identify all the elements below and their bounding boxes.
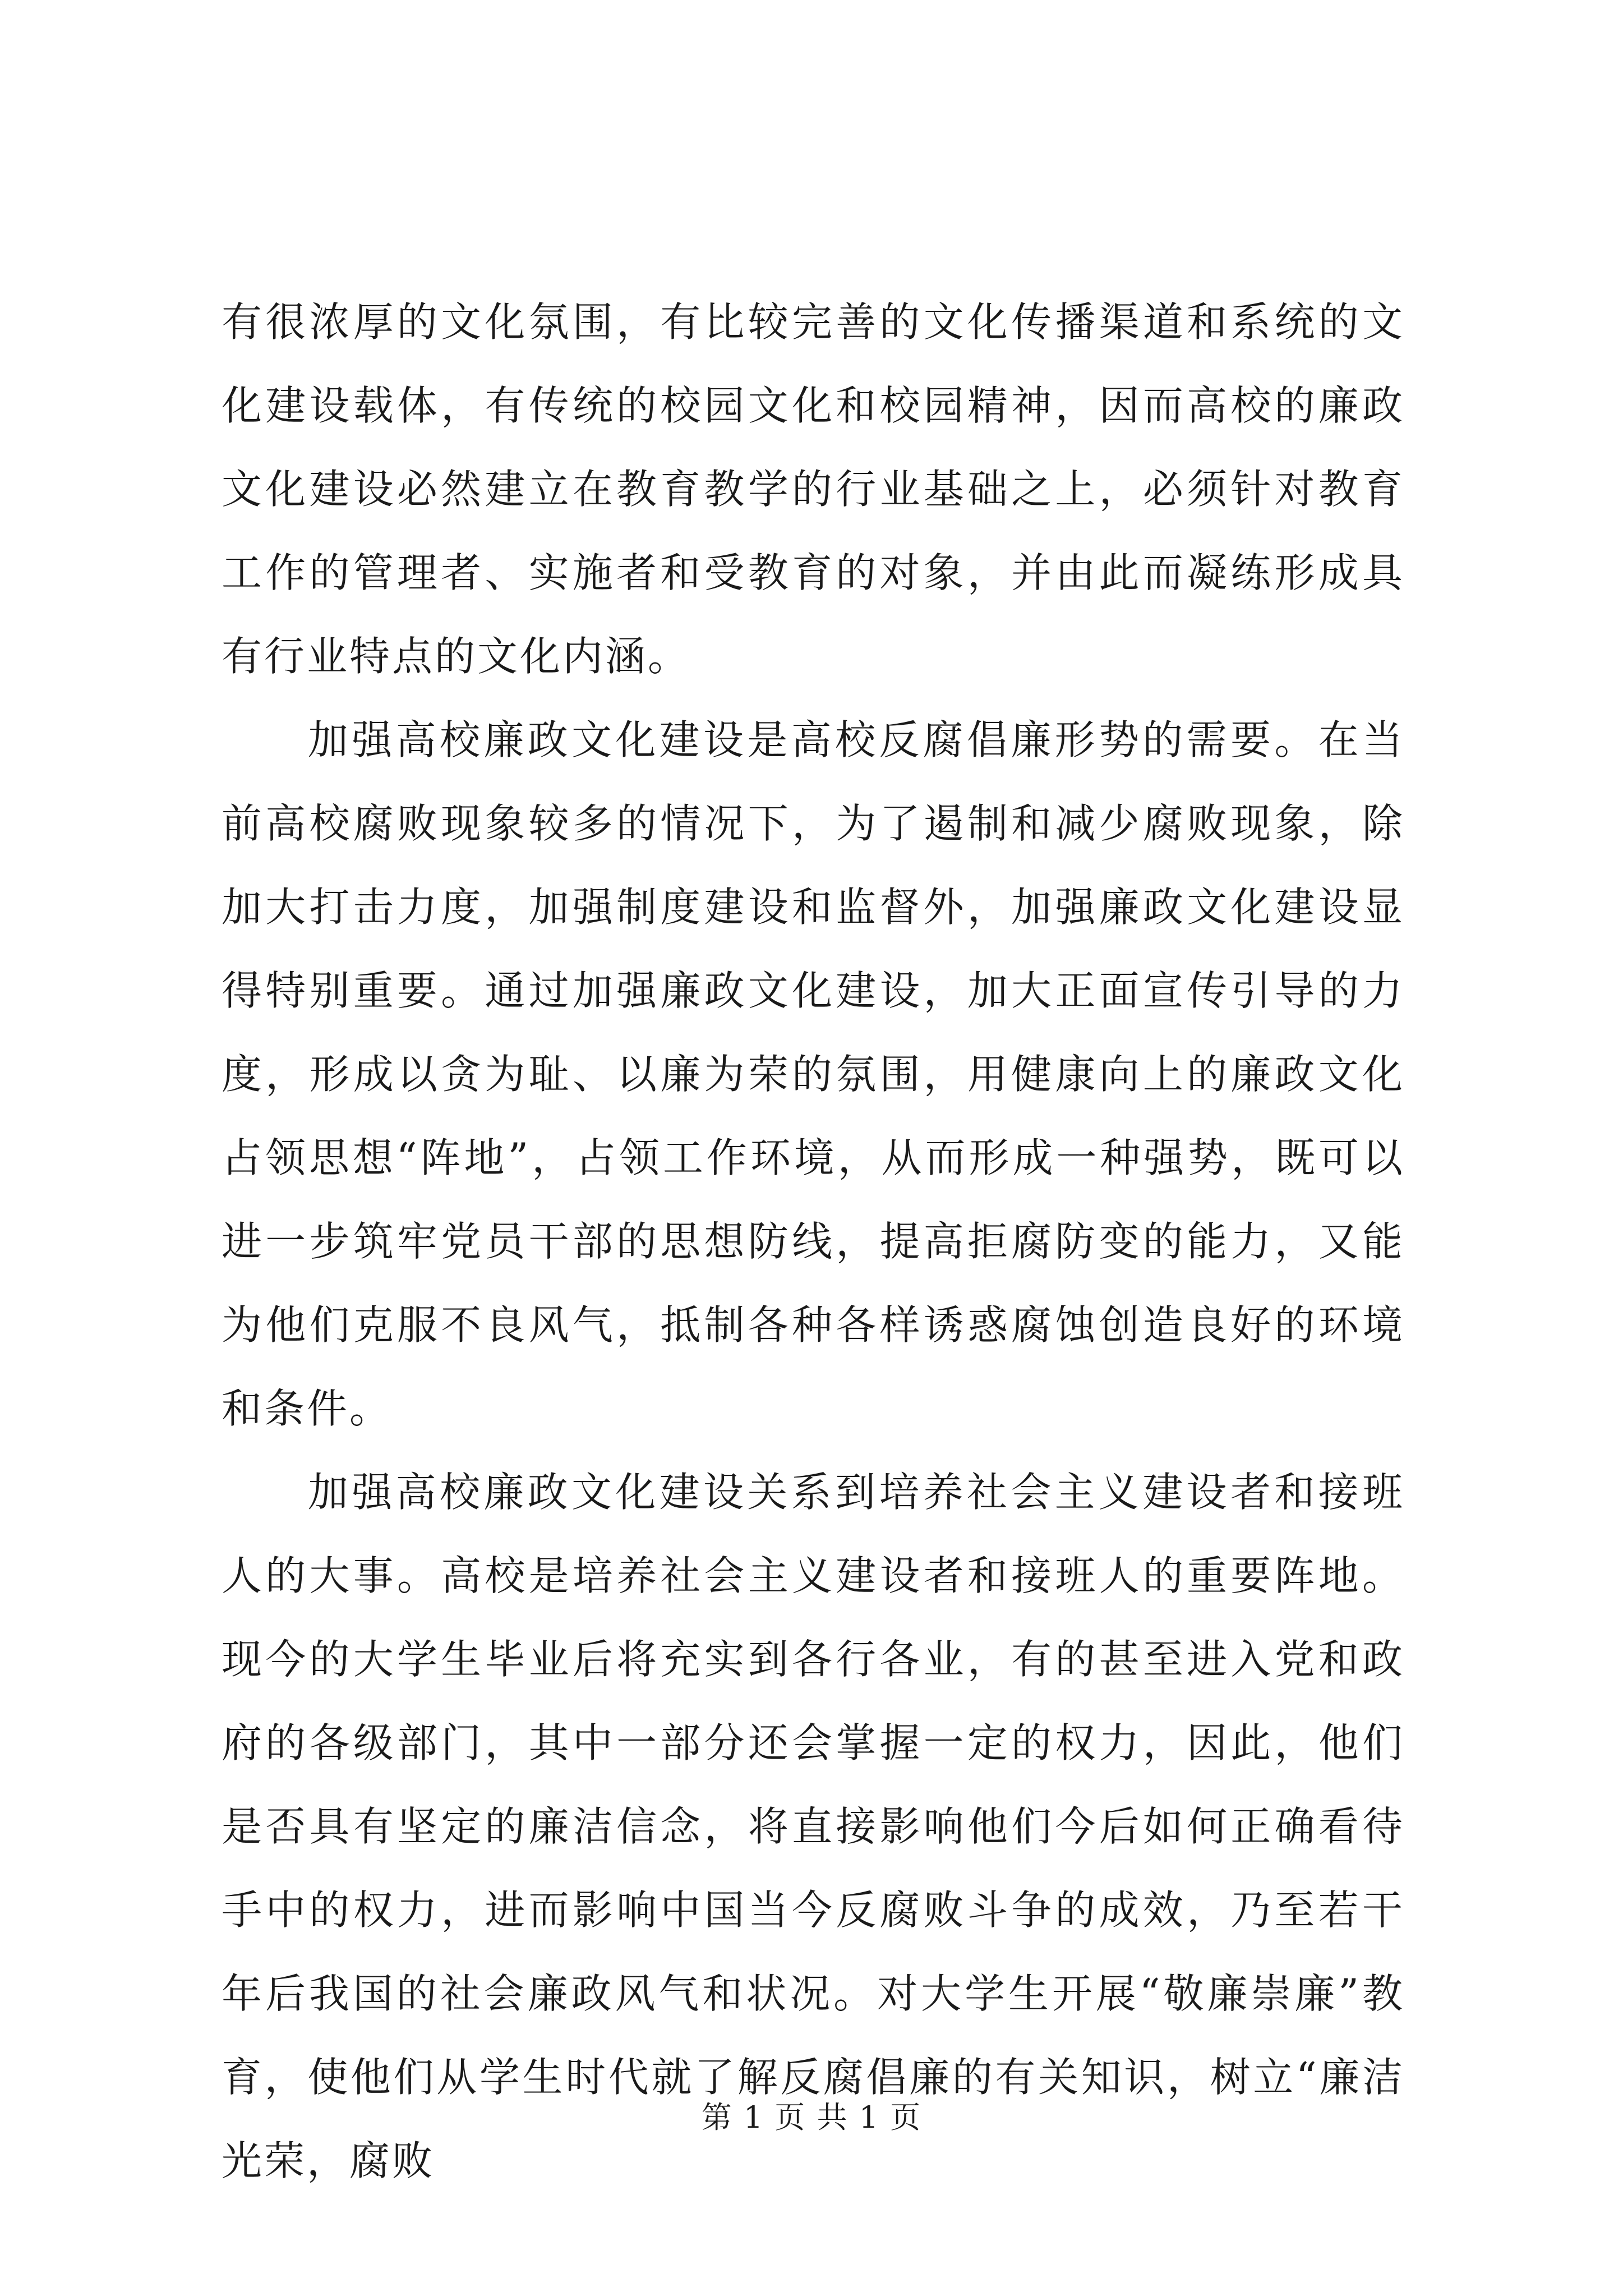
document-body bbox=[222, 280, 1405, 2203]
page-footer: 第 1 页 共 1 页 bbox=[701, 2100, 922, 2135]
paragraph-3: 加强高校廉政文化建设关系到培养社会主义建设者和接班人的大事。高校是培养社会主义建设者和接班人的重要阵地。现今的大学生毕业后将充实到各行各业，有的甚至进入党和政府的各级部门，其中一部分还会掌握一定的权力，因此，他们是否具有坚定的廉洁信念，将直接影响他们今后如何正确看待手中的权力，进而影响中国当今反腐败斗争的成效，乃至若干年后我国的社会廉政风气和状况。对大学生开展“敬廉崇廉”教育，使他们从学生时代就了解反腐倡廉的有关知识，树立“廉洁光荣，腐败 bbox=[222, 1469, 1405, 2184]
paragraph-1: 有很浓厚的文化氛围，有比较完善的文化传播渠道和系统的文化建设载体，有传统的校园文化和校园精神，因而高校的廉政文化建设必然建立在教育教学的行业基础之上，必须针对教育工作的管理者、实施者和受教育的对象，并由此而凝练形成具有行业特点的文化内涵。 bbox=[222, 298, 1405, 680]
paragraph-2: 加强高校廉政文化建设是高校反腐倡廉形势的需要。在当前高校腐败现象较多的情况下，为了遏制和减少腐败现象，除加大打击力度，加强制度建设和监督外，加强廉政文化建设显得特别重要。通过加强廉政文化建设，加大正面宣传引导的力度，形成以贪为耻、以廉为荣的氛围，用健康向上的廉政文化占领思想“阵地”，占领工作环境，从而形成一种强势，既可以进一步筑牢党员干部的思想防线，提高拒腐防变的能力，又能为他们克服不良风气，抵制各种各样诱惑腐蚀创造良好的环境和条件。 bbox=[222, 716, 1405, 1432]
